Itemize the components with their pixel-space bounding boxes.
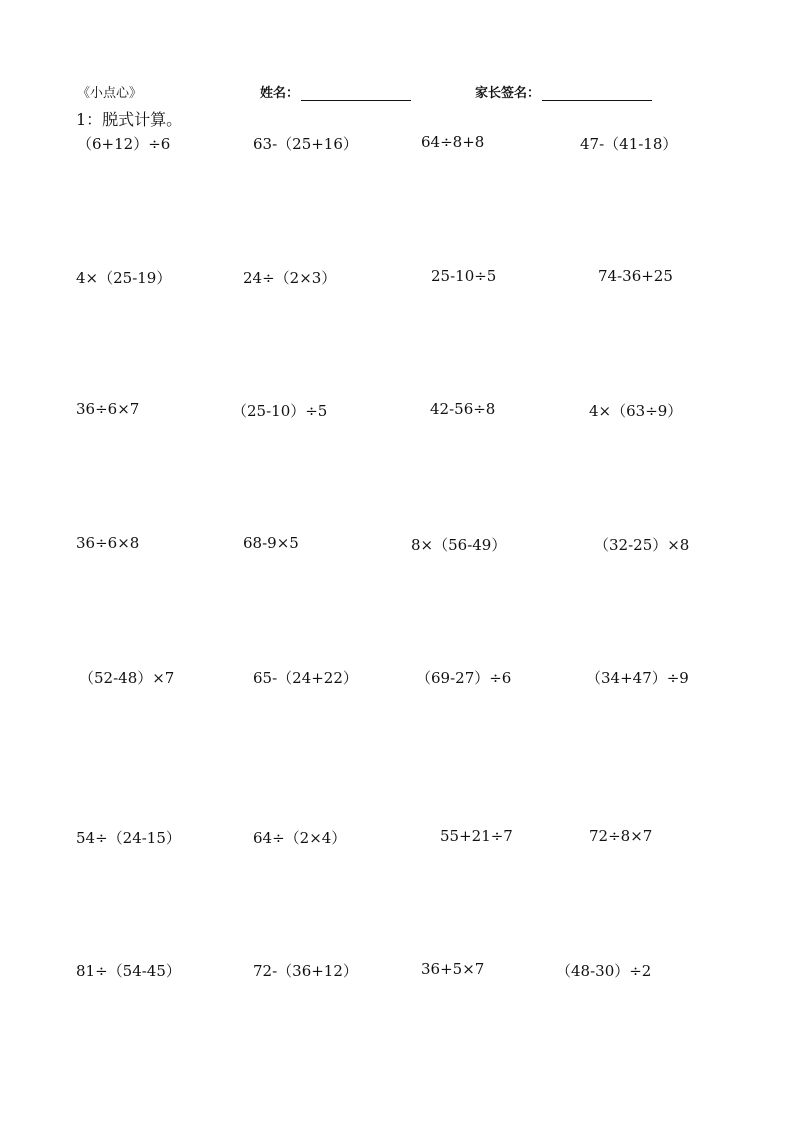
problem-item: （34+47）÷9	[586, 669, 689, 687]
problem-item: 47-（41-18）	[580, 135, 678, 153]
problem-row	[0, 534, 793, 556]
name-field	[260, 82, 411, 101]
problem-item: （25-10）÷5	[232, 402, 328, 420]
problem-row	[0, 267, 793, 289]
worksheet-title: 《小点心》	[77, 86, 143, 101]
problem-item: 36÷6×8	[76, 534, 140, 552]
name-blank-line	[301, 86, 411, 101]
problem-item: 72÷8×7	[589, 827, 653, 845]
section-title: 1：脱式计算。	[76, 110, 183, 129]
problem-item: （6+12）÷6	[77, 135, 171, 153]
problem-item: 64÷（2×4）	[253, 829, 347, 847]
parent-signature-label: 家长签名：	[475, 86, 541, 101]
problem-item: （69-27）÷6	[416, 669, 512, 687]
problem-item: 63-（25+16）	[253, 135, 358, 153]
problem-item: （48-30）÷2	[556, 962, 652, 980]
problem-item: 25-10÷5	[431, 267, 497, 285]
worksheet-header	[0, 82, 793, 104]
problem-item: 64÷8+8	[421, 133, 485, 151]
problem-item: 42-56÷8	[430, 400, 496, 418]
problem-item: 4×（63÷9）	[589, 402, 683, 420]
problem-row	[0, 400, 793, 422]
problem-item: 65-（24+22）	[253, 669, 358, 687]
problem-row	[0, 827, 793, 849]
problem-item: 24÷（2×3）	[243, 269, 337, 287]
problem-item: 36÷6×7	[76, 400, 140, 418]
problem-item: 74-36+25	[598, 267, 673, 285]
problem-item: 81÷（54-45）	[76, 962, 181, 980]
problem-item: （52-48）×7	[79, 669, 175, 687]
problem-item: 4×（25-19）	[76, 269, 172, 287]
problem-row	[0, 960, 793, 982]
problem-row	[0, 667, 793, 689]
parent-signature-field	[475, 82, 652, 101]
problem-item: 68-9×5	[243, 534, 299, 552]
problem-item: 54÷（24-15）	[76, 829, 181, 847]
problem-item: 36+5×7	[421, 960, 485, 978]
problem-item: 55+21÷7	[440, 827, 513, 845]
problem-row	[0, 133, 793, 155]
problem-item: （32-25）×8	[594, 536, 690, 554]
problem-item: 8×（56-49）	[411, 536, 507, 554]
problem-item: 72-（36+12）	[253, 962, 358, 980]
name-label: 姓名：	[260, 86, 300, 101]
parent-signature-blank-line	[542, 86, 652, 101]
